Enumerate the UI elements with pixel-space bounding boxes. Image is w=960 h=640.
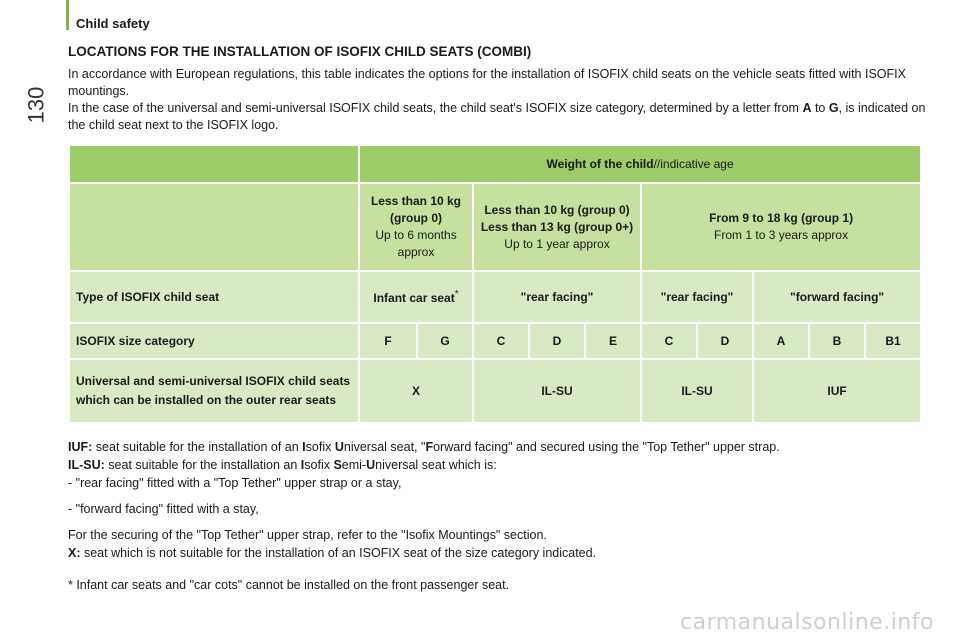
size-letter-to: G xyxy=(828,101,839,115)
note-letter: U xyxy=(334,440,344,454)
weight-header-bold: Weight of the child xyxy=(546,157,654,171)
group-0plus-title-b: Less than 13 kg (group 0+) xyxy=(480,219,634,234)
footnote: * Infant car seats and "car cots" cannot be installed on the front passenger seat. xyxy=(68,578,510,592)
size-cell: B1 xyxy=(865,323,921,359)
note-bullet-2: - "forward facing" fitted with a stay, xyxy=(68,502,259,516)
size-cell: A xyxy=(753,323,809,359)
footnote-asterisk: * xyxy=(454,289,459,300)
seat-type-forward: "forward facing" xyxy=(753,271,921,323)
universal-value-forward: IUF xyxy=(753,359,921,423)
note-top-tether: For the securing of the "Top Tether" upper strap, refer to the "Isofix Mountings" section. xyxy=(68,528,547,542)
seat-type-rear-1: "rear facing" xyxy=(473,271,641,323)
note-bullet-1: - "rear facing" fitted with a "Top Tether" upper strap or a stay, xyxy=(68,476,402,490)
legend-notes xyxy=(68,438,928,562)
note-ilsu-key: IL-SU: xyxy=(68,458,105,472)
size-cell: E xyxy=(585,323,641,359)
size-cell: B xyxy=(809,323,865,359)
section-marker-bar xyxy=(66,0,69,30)
universal-seats-row xyxy=(69,359,921,423)
note-text: sofix xyxy=(305,440,335,454)
group-0-title: Less than 10 kg (group 0) xyxy=(370,194,462,225)
group-1-title: From 9 to 18 kg (group 1) xyxy=(709,211,854,225)
note-text: orward facing" and secured using the "Top Tether" upper strap. xyxy=(433,440,780,454)
note-x xyxy=(68,544,928,562)
intro-text-b: , is indicated on the child seat next to the ISOFIX logo. xyxy=(68,101,926,132)
seat-type-rear-2: "rear facing" xyxy=(641,271,753,323)
groups-corner-cell xyxy=(69,183,359,271)
size-letter-from: A xyxy=(802,101,812,115)
group-0-subtitle: Up to 6 months approx xyxy=(375,228,457,259)
intro-to-word: to xyxy=(811,101,829,115)
size-cell: F xyxy=(359,323,417,359)
header-corner-cell xyxy=(69,145,359,183)
note-text: seat which is not suitable for the installation of an ISOFIX seat of the size category indicated. xyxy=(80,546,597,560)
note-text: niversal seat, " xyxy=(343,440,426,454)
seat-type-row xyxy=(69,271,921,323)
size-cell: G xyxy=(417,323,473,359)
weight-header-cell xyxy=(359,145,921,183)
group-0plus-cell xyxy=(473,183,641,271)
watermark: carmanualsonline.info xyxy=(680,610,934,635)
note-text: niversal seat which is: xyxy=(375,458,497,472)
weight-header-row xyxy=(69,145,921,183)
size-cell: D xyxy=(529,323,585,359)
weight-groups-row xyxy=(69,183,921,271)
size-category-label: ISOFIX size category xyxy=(69,323,359,359)
seat-type-infant-text: Infant car seat xyxy=(373,291,455,305)
note-iuf-key: IUF: xyxy=(68,440,93,454)
group-0plus-title-a: Less than 10 kg (group 0) xyxy=(484,202,630,217)
intro-paragraph-2 xyxy=(68,100,928,134)
universal-value-infant: X xyxy=(359,359,473,423)
page-heading: LOCATIONS FOR THE INSTALLATION OF ISOFIX CHILD SEATS (COMBI) xyxy=(68,44,532,59)
note-letter: U xyxy=(366,458,376,472)
isofix-table xyxy=(68,144,922,424)
weight-header-rest: //indicative age xyxy=(653,157,734,171)
seat-type-infant xyxy=(359,271,473,323)
note-letter: F xyxy=(425,440,434,454)
note-letter: I xyxy=(300,458,305,472)
universal-value-rear-1: IL-SU xyxy=(473,359,641,423)
group-0-cell xyxy=(359,183,473,271)
note-letter: S xyxy=(333,458,342,472)
page-number: 130 xyxy=(23,86,49,124)
intro-text-a: In the case of the universal and semi-universal ISOFIX child seats, the child seat's ISOFIX size category, determined by a letter from xyxy=(68,101,803,115)
note-iuf xyxy=(68,438,928,456)
universal-seats-label: Universal and semi-universal ISOFIX child seats which can be installed on the outer rear seats xyxy=(69,359,359,423)
intro-paragraph-1: In accordance with European regulations, this table indicates the options for the installation of ISOFIX child seats on the vehicle seats fitted with ISOFIX mountings. xyxy=(68,67,906,98)
note-text: seat suitable for the installation of an xyxy=(92,440,303,454)
group-1-subtitle: From 1 to 3 years approx xyxy=(714,228,849,242)
note-letter: I xyxy=(302,440,306,454)
note-text: seat suitable for the installation an xyxy=(104,458,301,472)
note-ilsu xyxy=(68,456,928,474)
size-cell: D xyxy=(697,323,753,359)
note-x-key: X: xyxy=(68,546,81,560)
page-number-wrap xyxy=(24,82,54,132)
group-0plus-subtitle: Up to 1 year approx xyxy=(504,236,610,251)
section-title: Child safety xyxy=(76,16,150,31)
note-text: emi- xyxy=(341,458,367,472)
group-1-cell xyxy=(641,183,921,271)
intro-text xyxy=(68,66,928,134)
size-cell: C xyxy=(641,323,697,359)
note-text: sofix xyxy=(304,458,334,472)
universal-value-rear-2: IL-SU xyxy=(641,359,753,423)
size-category-row xyxy=(69,323,921,359)
size-cell: C xyxy=(473,323,529,359)
seat-type-label: Type of ISOFIX child seat xyxy=(69,271,359,323)
